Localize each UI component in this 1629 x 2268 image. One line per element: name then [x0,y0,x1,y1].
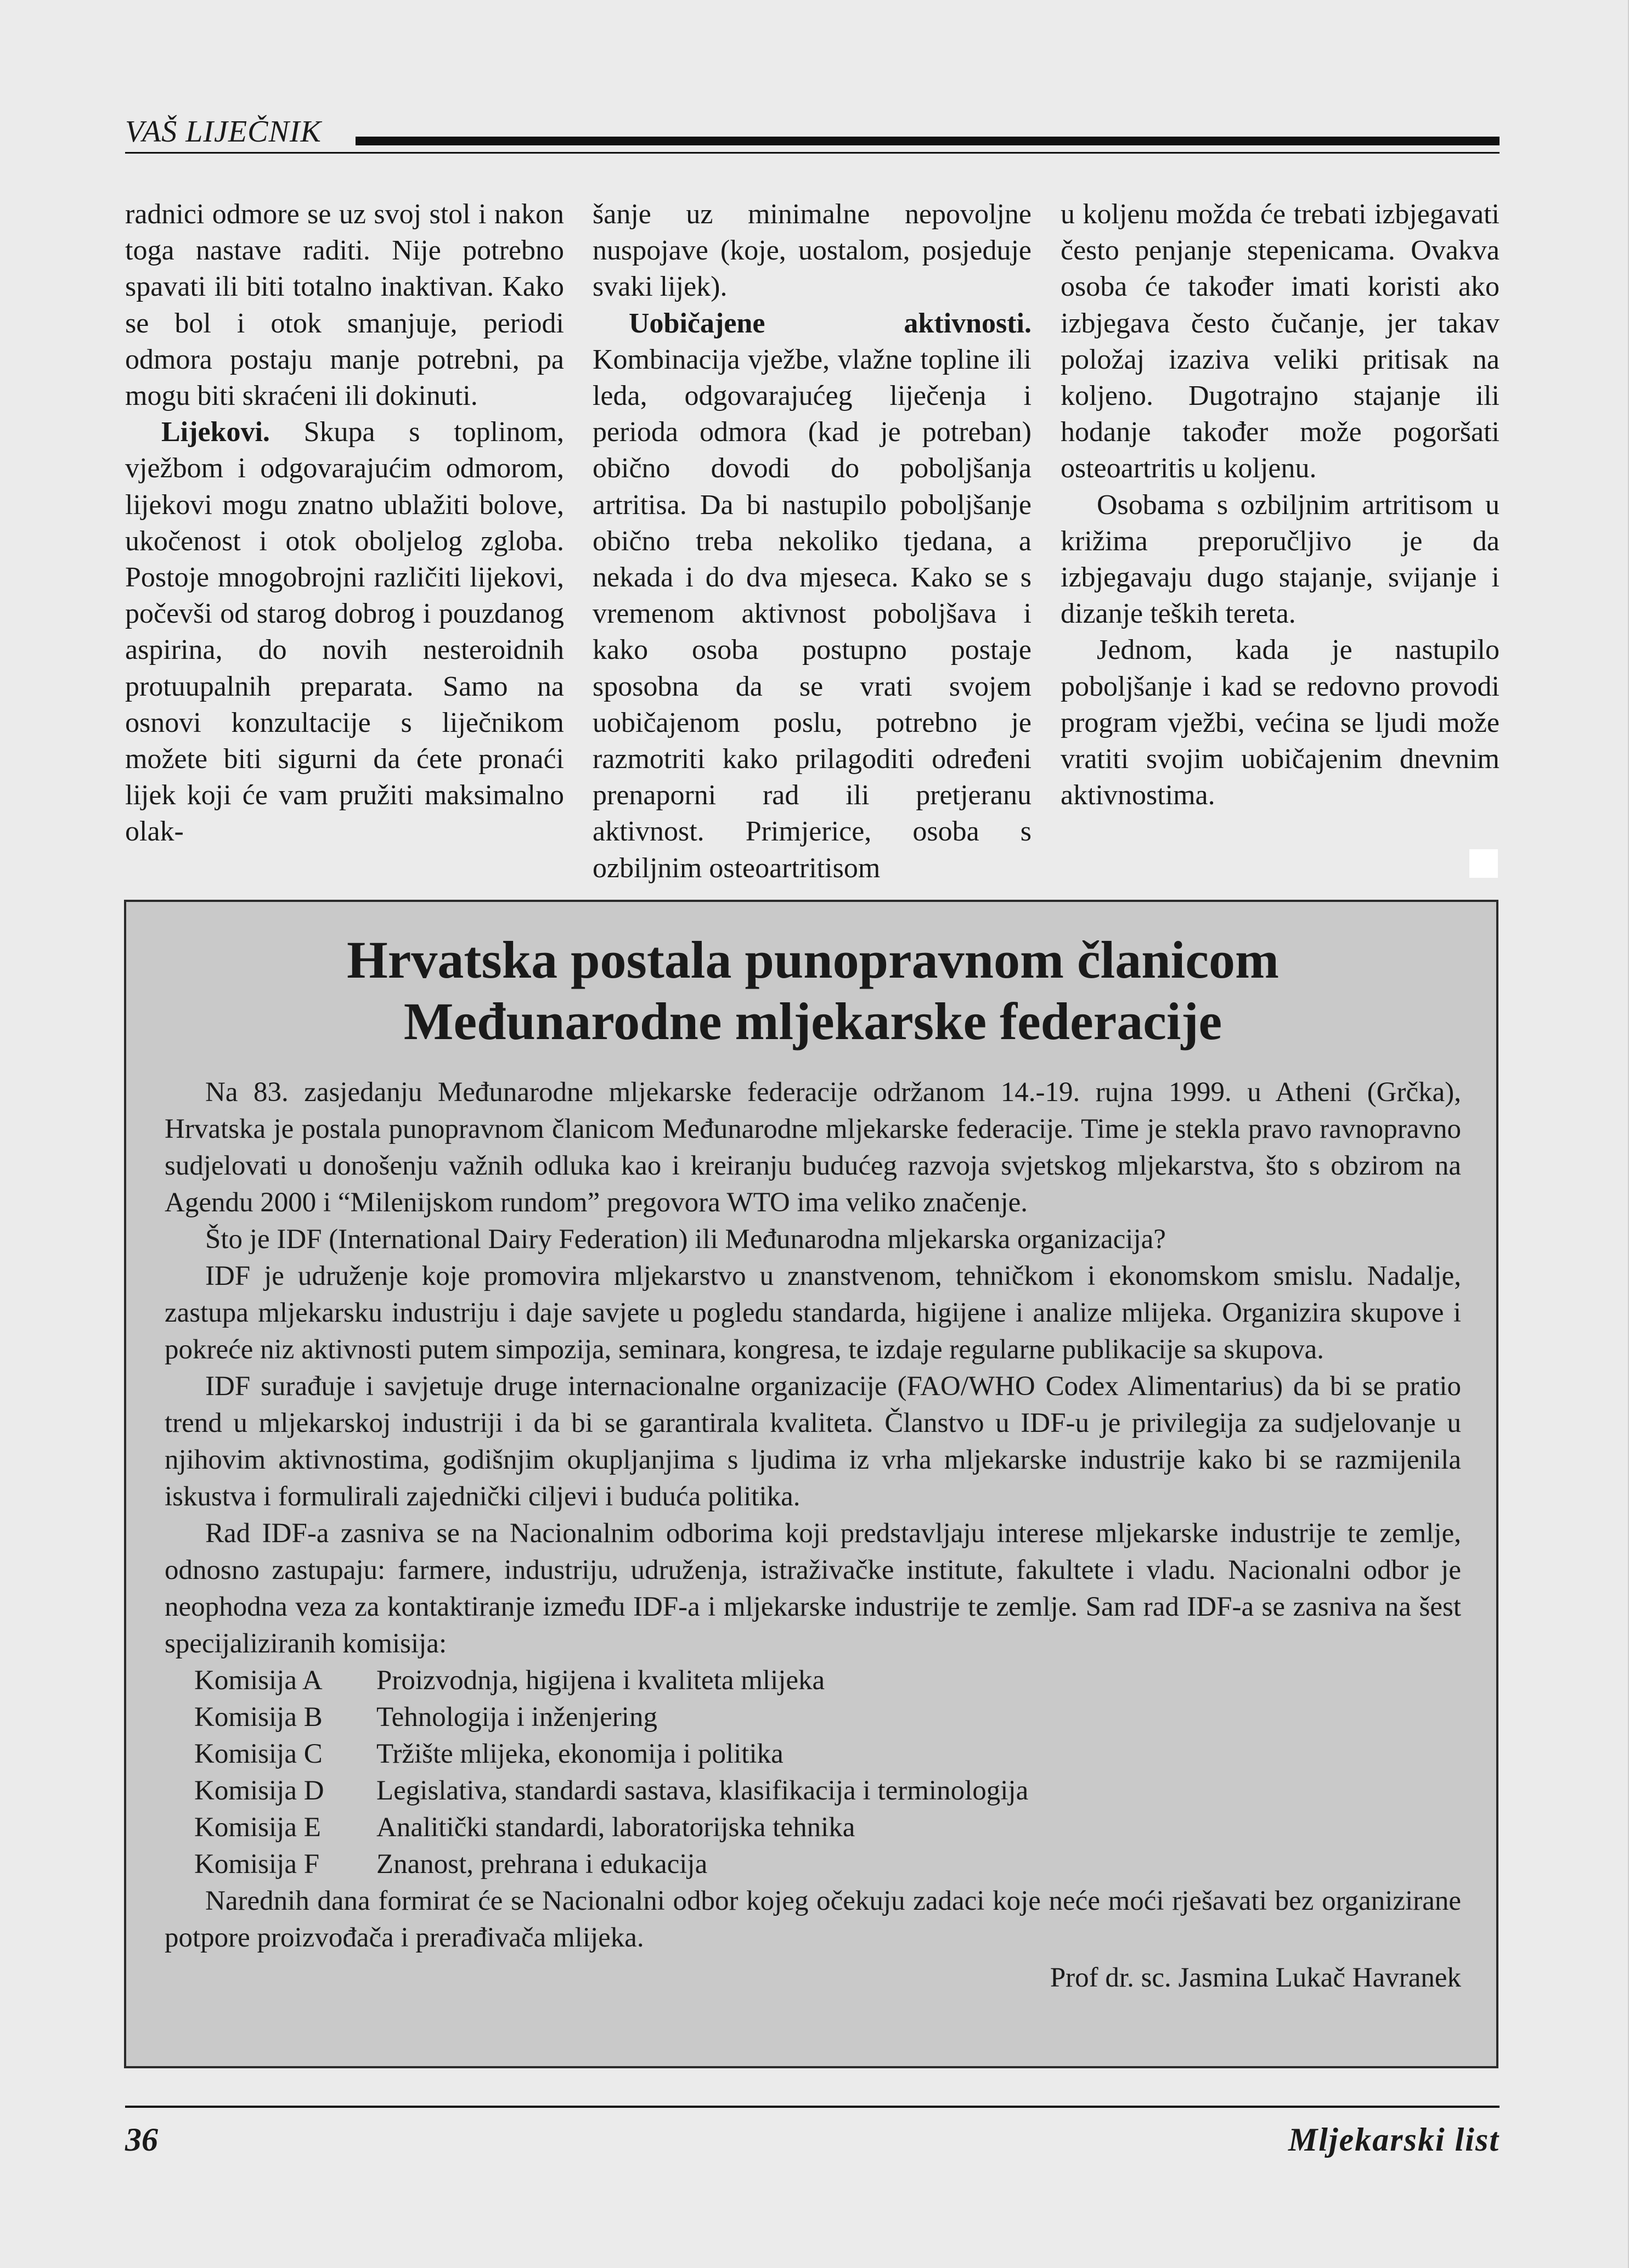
running-title: VAŠ LIJEČNIK [125,112,334,151]
commission-name: Komisija F [194,1849,320,1880]
article-columns [125,196,1500,884]
commission-desc: Analitički standardi, laboratorijska tehnika [376,1812,855,1843]
lead-in: Uobičajene aktivnosti. [629,307,1031,339]
box-title [165,929,1461,1052]
paragraph: radnici odmore se uz svoj stol i nakon toga nastave raditi. Nije potrebno spavati ili biti totalno inaktivan. Kako se bol i otok smanjuje, periodi odmora postaju manje potrebni, pa mogu biti skraćeni ili dokinuti. [125,199,564,412]
commission-name: Komisija D [194,1775,324,1806]
paragraph: šanje uz minimalne nepovoljne nuspojave (koje, uostalom, posjeduje svaki lijek). [593,199,1031,303]
commission-item [165,1736,1461,1773]
box-paragraph: Narednih dana formirat će se Nacionalni odbor kojeg očekuju zadaci koje neće moći rješavati bez organizirane potpore proizvođača i prerađivača mlijeka. [165,1886,1461,1953]
box-paragraph: Na 83. zasjedanju Međunarodne mljekarske federacije održanom 14.-19. rujna 1999. u Atheni (Grčka), Hrvatska je postala punopravnom članicom Međunarodne mljekarske federacije. Time je stekla pravo ravnopravno sudjelovati u donošenju važnih odluka kao i kreiranju budućeg razvoja svjetskog mljekarstva, što s obzirom na Agendu 2000 i “Milenijskom rundom” pregovora WTO ima veliko značenje. [165,1077,1461,1218]
header-rule-thin [125,152,1500,154]
article-end-mark [1469,849,1498,878]
journal-name: Mljekarski list [1288,2122,1500,2158]
commission-item [165,1662,1461,1699]
page-number: 36 [125,2122,158,2158]
header-rule-thick [356,137,1500,145]
commission-item [165,1846,1461,1883]
paragraph: Osobama s ozbiljnim artritisom u križima preporučljivo je da izbjegavaju dugo stajanje, svijanje i dizanje teških tereta. [1061,489,1500,630]
paragraph-text: Kombinacija vježbe, vlažne topline ili leda, odgovarajućeg liječenja i perioda odmora (kad je potreban) obično dovodi do poboljšanja artritisa. Da bi nastupilo poboljšanje obično treba nekoliko tjedana, a nekada i do dva mjeseca. Kako se s vremenom aktivnost poboljšava i kako osoba postupno postaje sposobna da se vrati svojem uobičajenom poslu, potrebno je razmotriti kako prilagoditi određeni prenaporni rad ili pretjeranu aktivnost. Primjerice, osoba s ozbiljnim osteoartritisom [593,343,1031,884]
commission-desc: Legislativa, standardi sastava, klasifikacija i terminologija [376,1775,1029,1806]
paragraph: Jednom, kada je nastupilo poboljšanje i kad se redovno provodi program vježbi, većina se ljudi može vratiti svojim uobičajenim dnevnim aktivnostima. [1061,634,1500,811]
box-paragraph: IDF surađuje i savjetuje druge internacionalne organizacije (FAO/WHO Codex Alimentarius) da bi se pratio trend u mljekarskoj industriji i da bi se garantirala kvaliteta. Članstvo u IDF-u je privilegija za sudjelovanje u njihovim aktivnostima, godišnjim okupljanjima s ljudima iz vrha mljekarske industrije kako bi se razmijenila iskustva i formulirali zajednički ciljevi i buduća politika. [165,1371,1461,1512]
commission-item [165,1699,1461,1736]
commission-desc: Znanost, prehrana i edukacija [376,1849,708,1880]
commission-desc: Tehnologija i inženjering [376,1702,657,1733]
box-paragraph: Što je IDF (International Dairy Federation) ili Međunarodna mljekarska organizacija? [205,1224,1166,1255]
box-title-line: Međunarodne mljekarske federacije [403,992,1222,1051]
commission-desc: Proizvodnja, higijena i kvaliteta mlijeka [376,1665,825,1696]
paragraph [125,414,564,850]
column-1 [125,196,564,850]
column-3 [1061,196,1500,814]
commission-list [165,1662,1461,1883]
box-body [165,1074,1461,1662]
box-paragraph: IDF je udruženje koje promovira mljekarstvo u znanstvenom, tehničkom i ekonomskom smislu. Nadalje, zastupa mljekarsku industriju i daje savjete u pogledu standarda, higijene i analize mlijeka. Organizira skupove i pokreće niz aktivnosti putem simpozija, seminara, kongresa, te izdaje regularne publikacije sa skupova. [165,1261,1461,1365]
commission-item [165,1809,1461,1846]
commission-name: Komisija C [194,1739,323,1769]
commission-name: Komisija E [194,1812,321,1843]
paragraph: u koljenu možda će trebati izbjegavati često penjanje stepenicama. Ovakva osoba će također imati koristi ako izbjegava često čučanje, jer takav položaj izaziva veliki pritisak na koljeno. Dugotrajno stajanje ili hodanje također može pogoršati osteoartritis u koljenu. [1061,199,1500,484]
commission-desc: Tržište mlijeka, ekonomija i politika [376,1739,784,1769]
paragraph [593,306,1031,887]
footer-rule [125,2106,1500,2108]
column-2 [593,196,1031,887]
box-title-line: Hrvatska postala punopravnom članicom [347,930,1279,989]
commission-name: Komisija B [194,1702,323,1733]
news-box [124,900,1498,2068]
author-signature: Prof dr. sc. Jasmina Lukač Havranek [1050,1962,1461,1993]
commission-name: Komisija A [194,1665,323,1696]
running-header [125,112,1500,151]
lead-in: Lijekovi. [161,416,270,448]
paragraph-text: Skupa s toplinom, vježbom i odgovarajućim odmorom, lijekovi mogu znatno ublažiti bolove, ukočenost i otok oboljelog zgloba. Postoje mnogobrojni različiti lijekovi, počevši od starog dobrog i pouzdanog aspirina, do novih nesteroidnih protuupalnih preparata. Samo na osnovi konzultacije s liječnikom možete biti sigurni da ćete pronaći lijek koji će vam pružiti maksimalno olak- [125,416,564,848]
box-paragraph: Rad IDF-a zasniva se na Nacionalnim odborima koji predstavljaju interese mljekarske industrije te zemlje, odnosno zastupaju: farmere, industriju, udruženja, istraživačke institute, fakultete i vladu. Nacionalni odbor je neophodna veza za kontaktiranje između IDF-a i mljekarske industrije te zemlje. Sam rad IDF-a se zasniva na šest specijaliziranih komisija: [165,1518,1461,1659]
box-closing [165,1883,1461,1956]
commission-item [165,1773,1461,1809]
